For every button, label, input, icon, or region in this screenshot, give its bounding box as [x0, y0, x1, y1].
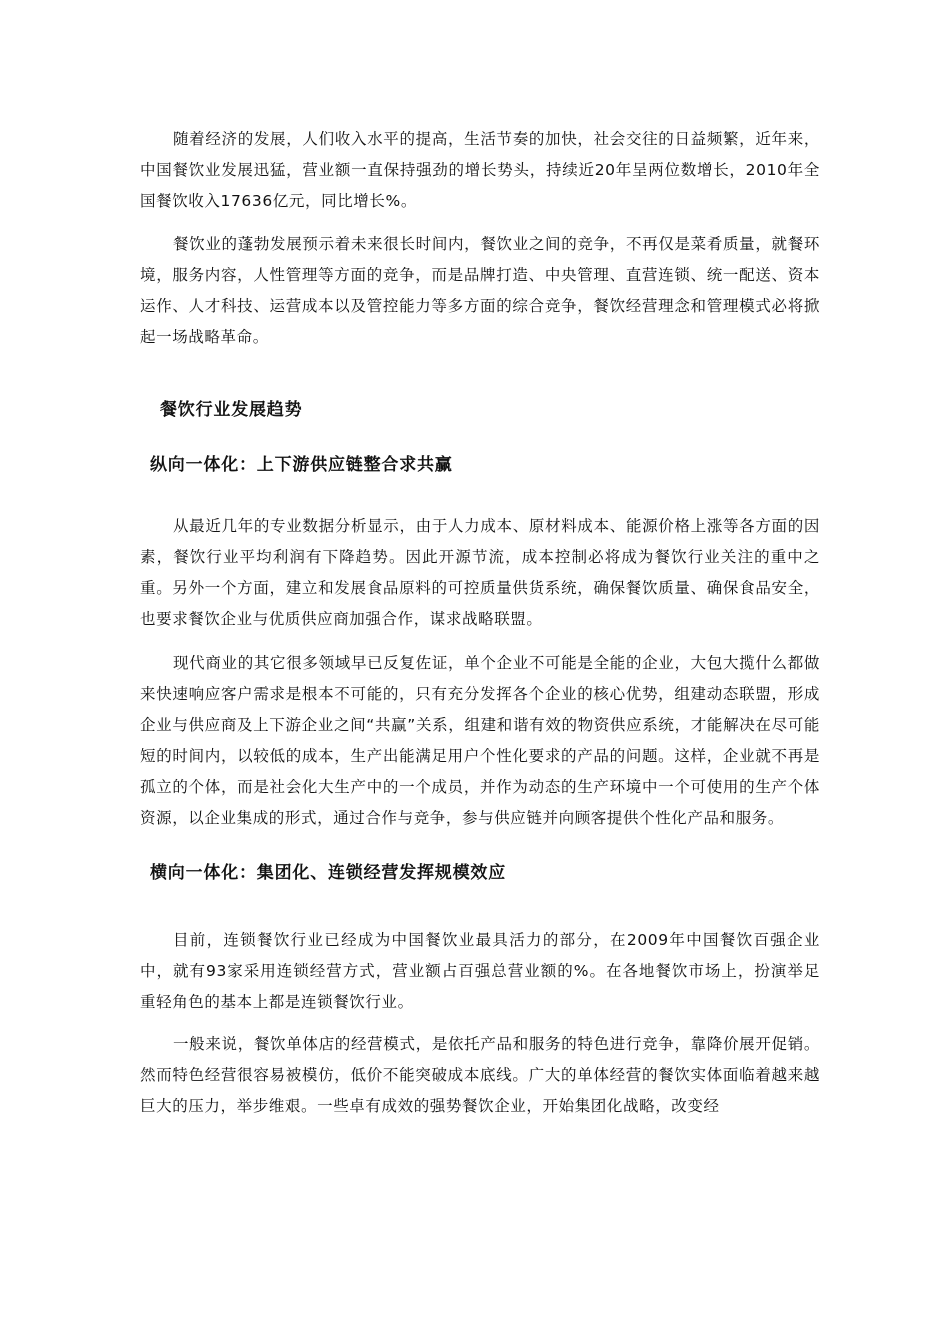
intro-paragraph-2: 餐饮业的蓬勃发展预示着未来很长时间内，餐饮业之间的竞争，不再仅是菜肴质量，就餐环境，服务内容，人性管理等方面的竞争，而是品牌打造、中央管理、直营连锁、统一配送、资本运作、人才科技、运营成本以及管控能力等多方面的综合竞争，餐饮经营理念和管理模式必将掀起一场战略革命。	[140, 235, 820, 346]
horizontal-integration-heading: 横向一体化：集团化、连锁经营发挥规模效应	[150, 863, 506, 883]
vertical-integration-heading: 纵向一体化：上下游供应链整合求共赢	[150, 455, 453, 475]
section-title: 餐饮行业发展趋势	[160, 400, 303, 420]
horizontal-paragraph-1: 目前，连锁餐饮行业已经成为中国餐饮业最具活力的部分，在2009年中国餐饮百强企业中，就有93家采用连锁经营方式，营业额占百强总营业额的%。在各地餐饮市场上，扮演举足重轻角色的基本上都是连锁餐饮行业。	[140, 931, 820, 1011]
vertical-paragraph-1: 从最近几年的专业数据分析显示，由于人力成本、原材料成本、能源价格上涨等各方面的因素，餐饮行业平均利润有下降趋势。因此开源节流，成本控制必将成为餐饮行业关注的重中之重。另外一个方面，建立和发展食品原料的可控质量供货系统，确保餐饮质量、确保食品安全，也要求餐饮企业与优质供应商加强合作，谋求战略联盟。	[140, 517, 820, 628]
horizontal-paragraph-2: 一般来说，餐饮单体店的经营模式，是依托产品和服务的特色进行竞争，靠降价展开促销。然而特色经营很容易被模仿，低价不能突破成本底线。广大的单体经营的餐饮实体面临着越来越巨大的压力，举步维艰。一些卓有成效的强势餐饮企业，开始集团化战略，改变经	[140, 1035, 820, 1115]
intro-paragraph-1: 随着经济的发展，人们收入水平的提高，生活节奏的加快，社会交往的日益频繁，近年来，中国餐饮业发展迅猛，营业额一直保持强劲的增长势头，持续近20年呈两位数增长，2010年全国餐饮收入17636亿元，同比增长%。	[140, 130, 820, 210]
vertical-paragraph-2: 现代商业的其它很多领域早已反复佐证，单个企业不可能是全能的企业，大包大揽什么都做来快速响应客户需求是根本不可能的，只有充分发挥各个企业的核心优势，组建动态联盟，形成企业与供应商及上下游企业之间“共赢”关系，组建和谐有效的物资供应系统，才能解决在尽可能短的时间内，以较低的成本，生产出能满足用户个性化要求的产品的问题。这样，企业就不再是孤立的个体，而是社会化大生产中的一个成员，并作为动态的生产环境中一个可使用的生产个体资源，以企业集成的形式，通过合作与竞争，参与供应链并向顾客提供个性化产品和服务。	[140, 654, 820, 827]
